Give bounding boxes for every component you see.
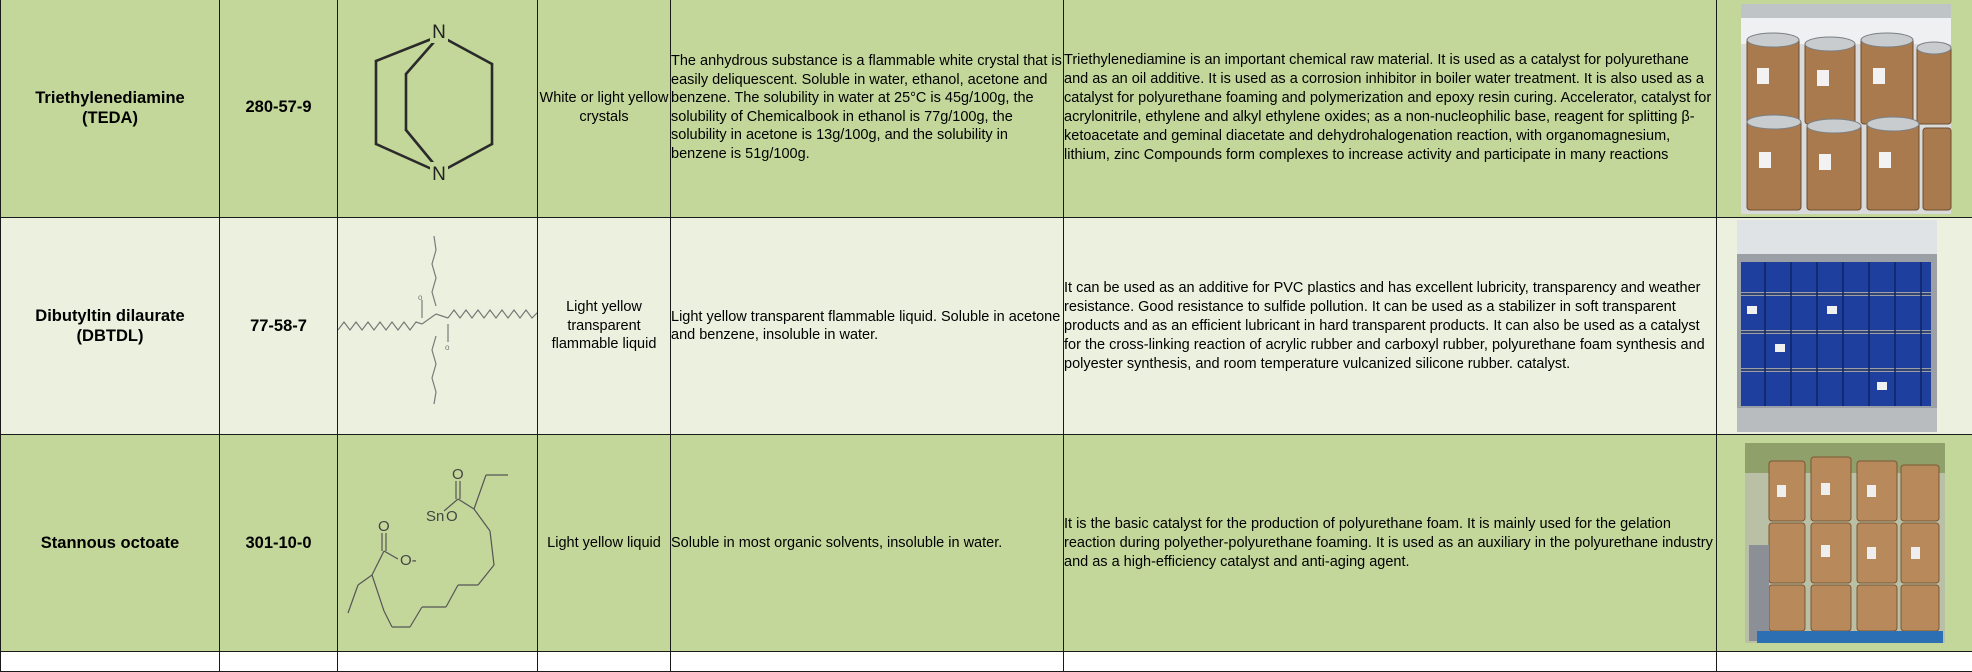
uses-text: It can be used as an additive for PVC plastics and has excellent lubricity, transparency and weather resistance. Good resistance to sulfide pollution. It can be used as a stabilizer in soft transparent products and as an efficient lubricant in hard transparent products. It can also be used as a catalyst for the cross-linking reaction of acrylic rubber and carboxyl rubber, polyurethane foam synthesis and polyester synthesis, and room temperature vulcanized silicone rubber. catalyst. (1064, 280, 1705, 372)
atom-label: Sn (426, 508, 444, 525)
product-photo-cell (1717, 218, 1972, 435)
table-row (1, 0, 1972, 218)
atom-label: O (452, 466, 464, 483)
svg-text:o: o (445, 343, 450, 352)
appearance-cell (538, 0, 671, 218)
uses-cell (1064, 218, 1717, 435)
uses-cell (1064, 0, 1717, 218)
uses-cell (1064, 435, 1717, 652)
teda-structure-diagram (338, 0, 538, 217)
product-photo-cell (1717, 0, 1972, 218)
product-name-cell (1, 218, 220, 435)
table-row (1, 435, 1972, 652)
fiber-drums-photo (1717, 0, 1972, 217)
appearance-text: Light yellow liquid (547, 535, 661, 551)
product-name: Triethylenediamine (TEDA) (35, 89, 184, 127)
solubility-text: Light yellow transparent flammable liquid. Soluble in acetone and benzene, insoluble in water. (671, 309, 1060, 344)
appearance-cell (538, 435, 671, 652)
appearance-text: White or light yellow crystals (540, 90, 669, 125)
cas-number: 280-57-9 (245, 98, 311, 116)
solubility-cell (671, 218, 1064, 435)
atom-label: O (378, 518, 390, 535)
product-name: Dibutyltin dilaurate (DBTDL) (35, 307, 184, 345)
structure-cell (338, 435, 538, 652)
atom-label: N (432, 164, 446, 185)
stacked-drums-pallet-photo (1717, 435, 1972, 651)
uses-text: It is the basic catalyst for the production of polyurethane foam. It is mainly used for the gelation reaction during polyether-polyurethane foaming. It is used as an auxiliary in the polyurethane industry and as a high-efficiency catalyst and anti-aging agent. (1064, 516, 1713, 570)
atom-label: N (432, 22, 446, 43)
atom-label: O- (400, 552, 417, 569)
product-name-cell (1, 435, 220, 652)
cas-number-cell (220, 435, 338, 652)
cas-number: 77-58-7 (250, 317, 307, 335)
cas-number: 301-10-0 (245, 534, 311, 552)
stannous-octoate-structure-diagram (338, 435, 538, 651)
structure-cell (338, 218, 538, 435)
structure-cell (338, 0, 538, 218)
appearance-text: Light yellow transparent flammable liquid (552, 299, 657, 352)
table-row (1, 218, 1972, 435)
product-name-cell (1, 0, 220, 218)
blue-jerrycans-photo (1717, 218, 1972, 434)
appearance-cell (538, 218, 671, 435)
solubility-cell (671, 435, 1064, 652)
solubility-text: Soluble in most organic solvents, insoluble in water. (671, 535, 1002, 551)
product-photo-cell (1717, 435, 1972, 652)
cas-number-cell (220, 218, 338, 435)
solubility-cell (671, 0, 1064, 218)
dbtdl-structure-diagram (338, 218, 538, 434)
product-name: Stannous octoate (41, 534, 179, 552)
solubility-text: The anhydrous substance is a flammable white crystal that is easily deliquescent. Soluble in water, ethanol, acetone and benzene. The solubility in water at 25°C is 45g/100g, the solubility of Chemicalbook in ethanol is 77g/100g, the solubility in acetone is 13g/100g, and the solubility in benzene is 51g/100g. (671, 53, 1062, 162)
uses-text: Triethylenediamine is an important chemical raw material. It is used as a catalyst for polyurethane and as an oil additive. It is used as a corrosion inhibitor in boiler water treatment. It is also used as a catalyst for polyurethane foaming and polymerization and epoxy resin curing. Accelerator, catalyst for acrylonitrile, ethylene and alkyl ethylene oxides; as a non-nucleophilic base, reagent for splitting β-ketoacetate and geminal diacetate and dehydrohalogenation reaction, with organomagnesium, lithium, zinc Compounds form complexes to increase activity and participate in many reactions (1064, 52, 1711, 163)
svg-text:o: o (418, 293, 423, 302)
cas-number-cell (220, 0, 338, 218)
atom-label: O (446, 508, 458, 525)
